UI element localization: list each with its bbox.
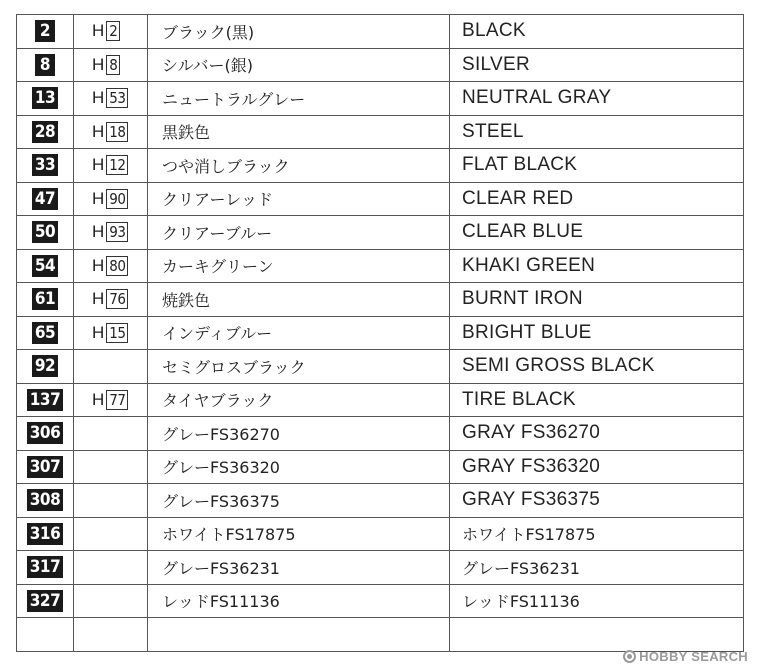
japanese-name-cell <box>148 618 450 652</box>
paint-code-cell <box>17 450 74 484</box>
paint-code-cell <box>17 149 74 183</box>
paint-row <box>17 484 744 518</box>
h-code-cell <box>74 383 148 417</box>
english-name-cell <box>450 316 744 350</box>
h-prefix: H <box>92 121 105 141</box>
english-color-name: CLEAR RED <box>462 187 574 209</box>
watermark <box>623 649 748 664</box>
paint-code-cell <box>17 48 74 82</box>
english-color-name: SEMI GROSS BLACK <box>462 355 655 377</box>
japanese-color-name: レッドFS11136 <box>162 592 280 612</box>
paint-code-cell <box>17 15 74 49</box>
paint-row <box>17 551 744 585</box>
english-color-name: GRAY FS36375 <box>462 489 601 511</box>
japanese-color-name: グレーFS36231 <box>162 558 280 578</box>
english-name-cell <box>450 417 744 451</box>
h-code-cell <box>74 82 148 116</box>
japanese-color-name: グレーFS36320 <box>162 458 280 478</box>
english-name-cell <box>450 283 744 317</box>
japanese-name-cell <box>148 82 450 116</box>
paint-code-badge: 308 <box>27 489 63 511</box>
paint-row <box>17 283 744 317</box>
hobby-search-logo-icon <box>623 650 636 663</box>
japanese-color-name: グレーFS36375 <box>162 491 280 511</box>
paint-row <box>17 216 744 250</box>
h-code-cell <box>74 350 148 384</box>
paint-code-badge: 316 <box>27 523 63 545</box>
paint-row <box>17 450 744 484</box>
japanese-name-cell <box>148 450 450 484</box>
paint-code-badge: 327 <box>27 590 63 612</box>
h-prefix: H <box>92 222 105 242</box>
paint-code-badge: 50 <box>32 221 58 243</box>
japanese-name-cell <box>148 584 450 618</box>
paint-code-cell <box>17 551 74 585</box>
japanese-color-name: 黒鉄色 <box>162 123 211 143</box>
japanese-color-name: つや消しブラック <box>162 156 290 176</box>
paint-code-cell <box>17 517 74 551</box>
japanese-name-cell <box>148 15 450 49</box>
japanese-name-cell <box>148 551 450 585</box>
h-prefix: H <box>92 155 105 175</box>
h-code-cell <box>74 283 148 317</box>
h-prefix: H <box>92 389 105 409</box>
paint-row <box>17 350 744 384</box>
english-name-cell <box>450 216 744 250</box>
paint-code-cell <box>17 383 74 417</box>
english-name-cell <box>450 383 744 417</box>
h-prefix: H <box>92 88 105 108</box>
japanese-name-cell <box>148 149 450 183</box>
paint-code-badge: 2 <box>35 20 55 42</box>
h-code-box: 77 <box>106 390 128 410</box>
paint-code-badge: 137 <box>27 389 63 411</box>
english-color-name: GRAY FS36320 <box>462 455 601 477</box>
h-code-cell <box>74 484 148 518</box>
english-name-cell <box>450 149 744 183</box>
paint-row <box>17 417 744 451</box>
paint-code-badge: 13 <box>32 87 58 109</box>
h-code-cell <box>74 417 148 451</box>
h-code-box: 15 <box>106 323 128 343</box>
h-code-box: 12 <box>106 155 128 175</box>
japanese-color-name: クリアーレッド <box>162 190 274 210</box>
paint-code-cell <box>17 182 74 216</box>
h-code-cell <box>74 115 148 149</box>
paint-code-cell <box>17 584 74 618</box>
english-name-cell <box>450 249 744 283</box>
english-color-name: TIRE BLACK <box>462 388 576 410</box>
h-code-box: 80 <box>106 256 128 276</box>
paint-row <box>17 618 744 652</box>
english-name-cell <box>450 484 744 518</box>
h-code-cell <box>74 15 148 49</box>
h-code-cell <box>74 551 148 585</box>
japanese-name-cell <box>148 350 450 384</box>
paint-color-table <box>16 14 744 652</box>
japanese-color-name: 焼鉄色 <box>162 290 211 310</box>
english-name-cell <box>450 182 744 216</box>
paint-code-badge: 54 <box>32 255 58 277</box>
english-name-cell <box>450 618 744 652</box>
h-prefix: H <box>92 21 105 41</box>
english-color-name: グレーFS36231 <box>462 558 580 578</box>
english-name-cell <box>450 82 744 116</box>
paint-code-cell <box>17 216 74 250</box>
h-prefix: H <box>92 54 105 74</box>
english-color-name: BRIGHT BLUE <box>462 321 592 343</box>
h-code-cell <box>74 316 148 350</box>
h-code-cell <box>74 584 148 618</box>
paint-row <box>17 48 744 82</box>
english-color-name: SILVER <box>462 53 530 75</box>
watermark-text: HOBBY SEARCH <box>639 649 748 664</box>
h-prefix: H <box>92 188 105 208</box>
paint-code-cell <box>17 316 74 350</box>
h-prefix: H <box>92 289 105 309</box>
english-name-cell <box>450 551 744 585</box>
paint-row <box>17 115 744 149</box>
english-color-name: ホワイトFS17875 <box>462 525 596 545</box>
japanese-name-cell <box>148 383 450 417</box>
japanese-name-cell <box>148 517 450 551</box>
japanese-color-name: ブラック(黒) <box>162 22 255 42</box>
japanese-name-cell <box>148 484 450 518</box>
english-name-cell <box>450 115 744 149</box>
paint-code-badge: 307 <box>27 456 63 478</box>
h-code-cell <box>74 517 148 551</box>
paint-row <box>17 249 744 283</box>
paint-code-badge: 61 <box>32 288 58 310</box>
english-name-cell <box>450 517 744 551</box>
japanese-color-name: グレーFS36270 <box>162 424 280 444</box>
h-code-cell <box>74 249 148 283</box>
paint-code-cell <box>17 115 74 149</box>
h-code-cell <box>74 149 148 183</box>
paint-code-cell <box>17 484 74 518</box>
japanese-name-cell <box>148 216 450 250</box>
paint-code-badge: 317 <box>27 556 63 578</box>
paint-code-cell <box>17 618 74 652</box>
paint-row <box>17 383 744 417</box>
english-name-cell <box>450 450 744 484</box>
japanese-color-name: セミグロスブラック <box>162 357 306 377</box>
japanese-color-name: ニュートラルグレー <box>162 89 306 109</box>
paint-code-badge: 65 <box>32 322 58 344</box>
japanese-name-cell <box>148 283 450 317</box>
english-color-name: STEEL <box>462 120 524 142</box>
h-code-box: 53 <box>106 88 128 108</box>
h-code-cell <box>74 216 148 250</box>
english-color-name: GRAY FS36270 <box>462 422 601 444</box>
english-name-cell <box>450 48 744 82</box>
japanese-name-cell <box>148 115 450 149</box>
english-color-name: FLAT BLACK <box>462 154 578 176</box>
h-code-cell <box>74 450 148 484</box>
japanese-name-cell <box>148 182 450 216</box>
h-code-cell <box>74 182 148 216</box>
english-color-name: CLEAR BLUE <box>462 221 584 243</box>
japanese-color-name: タイヤブラック <box>162 391 274 411</box>
japanese-color-name: シルバー(銀) <box>162 56 253 76</box>
paint-code-cell <box>17 82 74 116</box>
japanese-name-cell <box>148 316 450 350</box>
english-color-name: KHAKI GREEN <box>462 254 596 276</box>
paint-code-badge: 33 <box>32 154 58 176</box>
paint-row <box>17 149 744 183</box>
english-color-name: レッドFS11136 <box>462 592 580 612</box>
english-color-name: BURNT IRON <box>462 288 583 310</box>
paint-row <box>17 82 744 116</box>
h-code-box: 90 <box>106 189 128 209</box>
paint-code-cell <box>17 283 74 317</box>
h-code-box: 2 <box>106 21 120 41</box>
english-color-name: NEUTRAL GRAY <box>462 87 612 109</box>
paint-table-body <box>17 15 744 652</box>
h-prefix: H <box>92 322 105 342</box>
english-name-cell <box>450 15 744 49</box>
h-code-box: 93 <box>106 222 128 242</box>
h-code-box: 76 <box>106 289 128 309</box>
h-code-cell <box>74 618 148 652</box>
japanese-name-cell <box>148 417 450 451</box>
h-prefix: H <box>92 255 105 275</box>
paint-row <box>17 517 744 551</box>
h-code-box: 18 <box>106 122 128 142</box>
japanese-name-cell <box>148 48 450 82</box>
japanese-color-name: カーキグリーン <box>162 257 274 277</box>
paint-code-badge: 8 <box>35 54 55 76</box>
english-color-name: BLACK <box>462 20 526 42</box>
paint-row <box>17 15 744 49</box>
english-name-cell <box>450 584 744 618</box>
h-code-box: 8 <box>106 55 120 75</box>
english-name-cell <box>450 350 744 384</box>
paint-code-badge: 47 <box>32 188 58 210</box>
paint-code-badge: 28 <box>32 121 58 143</box>
paint-code-cell <box>17 350 74 384</box>
paint-row <box>17 182 744 216</box>
paint-row <box>17 584 744 618</box>
paint-row <box>17 316 744 350</box>
paint-code-badge: 92 <box>32 355 58 377</box>
japanese-name-cell <box>148 249 450 283</box>
japanese-color-name: インディブルー <box>162 324 273 344</box>
paint-code-badge: 306 <box>27 422 63 444</box>
paint-code-cell <box>17 417 74 451</box>
japanese-color-name: クリアーブルー <box>162 223 273 243</box>
h-code-cell <box>74 48 148 82</box>
japanese-color-name: ホワイトFS17875 <box>162 525 296 545</box>
paint-code-cell <box>17 249 74 283</box>
